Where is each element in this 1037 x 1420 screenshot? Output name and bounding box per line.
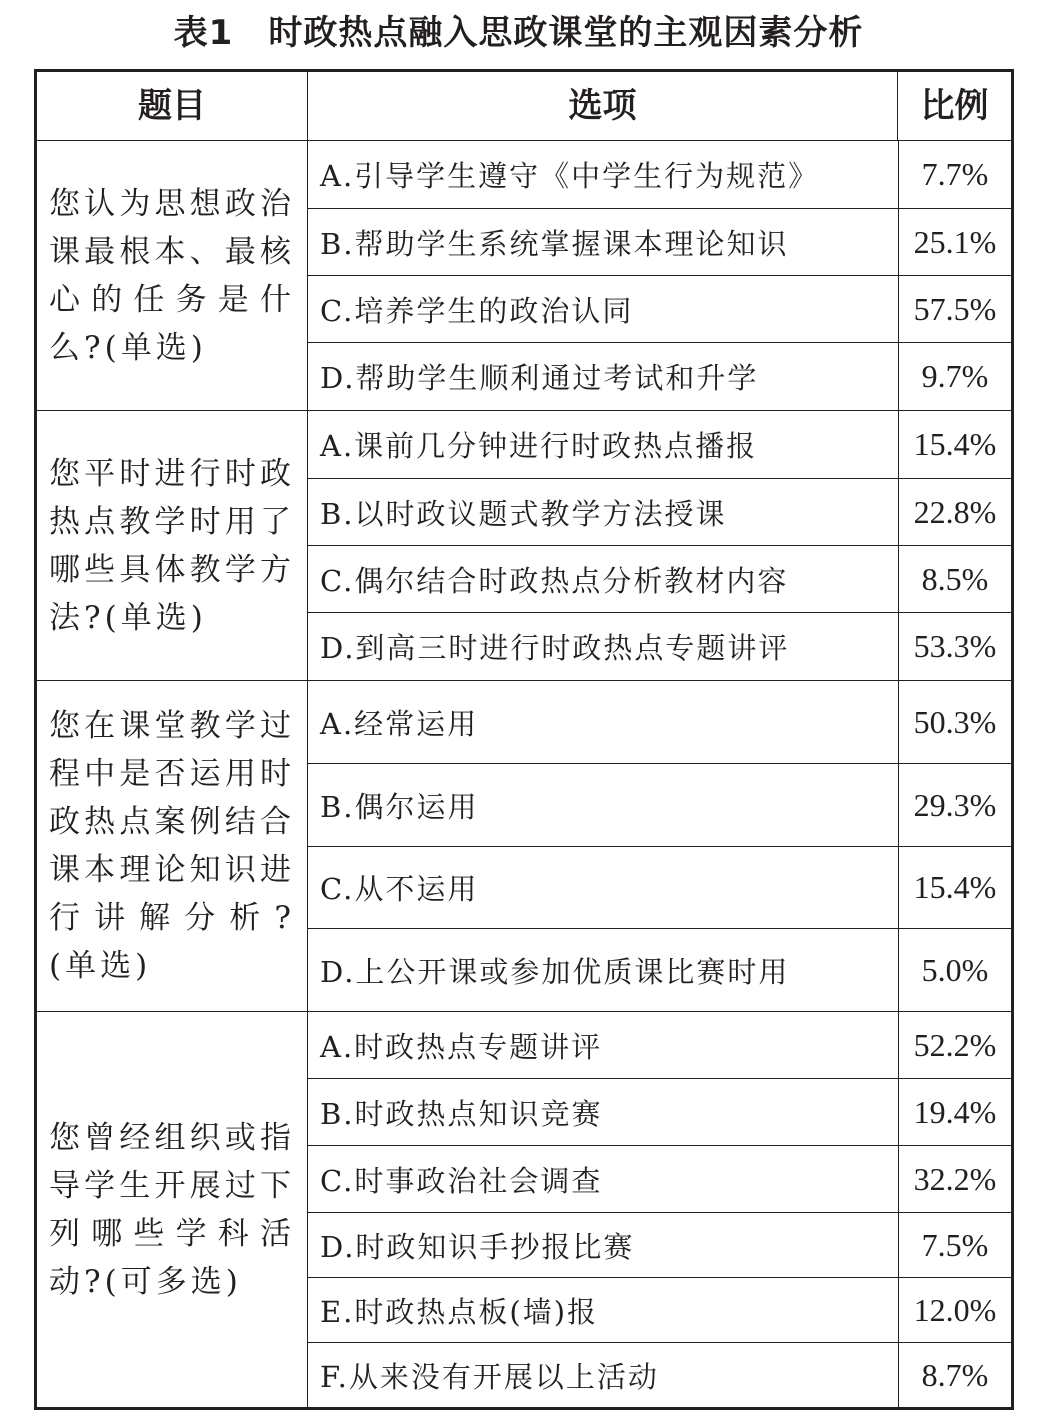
option-text: C.时事政治社会调查 [320, 1163, 603, 1198]
option-text: D.帮助学生顺利通过考试和升学 [320, 361, 759, 395]
ratio-value: 32.2% [898, 1146, 1011, 1212]
option-text: A.时政热点专题讲评 [320, 1029, 603, 1064]
table-header [37, 72, 1011, 141]
ratio-value: 8.5% [898, 546, 1011, 612]
option-text: D.时政知识手抄报比赛 [320, 1229, 635, 1264]
table-row [308, 681, 1011, 764]
table-row [308, 1146, 1011, 1213]
header-option: 选项 [307, 72, 897, 140]
ratio-value: 29.3% [898, 764, 1011, 846]
table-row [308, 141, 1011, 209]
table-row [308, 479, 1011, 546]
table-row [308, 613, 1011, 680]
table-row [308, 847, 1011, 929]
ratio-value: 15.4% [898, 411, 1011, 478]
option-text: A.引导学生遵守《中学生行为规范》 [320, 159, 820, 193]
question-text: 您曾经组织或指导学生开展过下列哪些学科活动?(可多选) [49, 1119, 295, 1300]
ratio-value: 7.5% [898, 1213, 1011, 1277]
ratio-value: 53.3% [898, 613, 1011, 680]
option-text: C.培养学生的政治认同 [320, 293, 634, 328]
table-row [308, 1213, 1011, 1278]
survey-table [34, 69, 1014, 1410]
ratio-value: 9.7% [898, 343, 1011, 410]
question-text: 您平时进行时政热点教学时用了哪些具体教学方法?(单选) [49, 455, 295, 636]
table-row [308, 1079, 1011, 1146]
question-text: 您在课堂教学过程中是否运用时政热点案例结合课本理论知识进行讲解分析?(单选) [49, 708, 295, 984]
ratio-value: 7.7% [898, 141, 1011, 208]
ratio-value: 50.3% [898, 681, 1011, 763]
question-group [37, 141, 1011, 411]
option-text: B.帮助学生系统掌握课本理论知识 [320, 226, 789, 261]
header-question: 题目 [138, 86, 206, 126]
option-text: C.偶尔结合时政热点分析教材内容 [320, 563, 789, 598]
option-text: A.经常运用 [320, 706, 479, 741]
option-text: D.上公开课或参加优质课比赛时用 [320, 954, 790, 989]
option-list [307, 681, 1011, 1011]
option-text: D.到高三时进行时政热点专题讲评 [320, 631, 790, 665]
question-group [37, 681, 1011, 1012]
option-text: C.从不运用 [320, 872, 479, 906]
ratio-value: 22.8% [898, 479, 1011, 545]
ratio-value: 5.0% [898, 929, 1011, 1011]
option-list [307, 411, 1011, 680]
table-row [308, 1343, 1011, 1407]
option-list [307, 1012, 1011, 1407]
table-title: 表1 时政热点融入思政课堂的主观因素分析 [173, 13, 864, 53]
option-text: A.课前几分钟进行时政热点播报 [320, 429, 758, 463]
table-row [308, 546, 1011, 613]
option-text: E.时政热点板(墙)报 [320, 1294, 599, 1329]
ratio-value: 19.4% [898, 1079, 1011, 1145]
option-text: F.从来没有开展以上活动 [320, 1359, 659, 1394]
table-row [308, 764, 1011, 847]
table-row [308, 343, 1011, 410]
ratio-value: 8.7% [898, 1343, 1011, 1407]
table-row [308, 411, 1011, 479]
option-text: B.以时政议题式教学方法授课 [320, 496, 727, 531]
ratio-value: 25.1% [898, 209, 1011, 275]
question-group [37, 411, 1011, 681]
question-group [37, 1012, 1011, 1407]
table-row [308, 209, 1011, 276]
question-text: 您认为思想政治课最根本、最核心的任务是什么?(单选) [49, 185, 295, 366]
option-list [307, 141, 1011, 410]
table-row [308, 276, 1011, 343]
header-ratio: 比例 [897, 72, 1011, 140]
table-row [308, 1278, 1011, 1343]
ratio-value: 57.5% [898, 276, 1011, 342]
ratio-value: 15.4% [898, 847, 1011, 928]
option-text: B.偶尔运用 [320, 789, 479, 824]
ratio-value: 52.2% [898, 1012, 1011, 1078]
table-row [308, 1012, 1011, 1079]
table-row [308, 929, 1011, 1011]
ratio-value: 12.0% [898, 1278, 1011, 1342]
option-text: B.时政热点知识竞赛 [320, 1096, 603, 1131]
